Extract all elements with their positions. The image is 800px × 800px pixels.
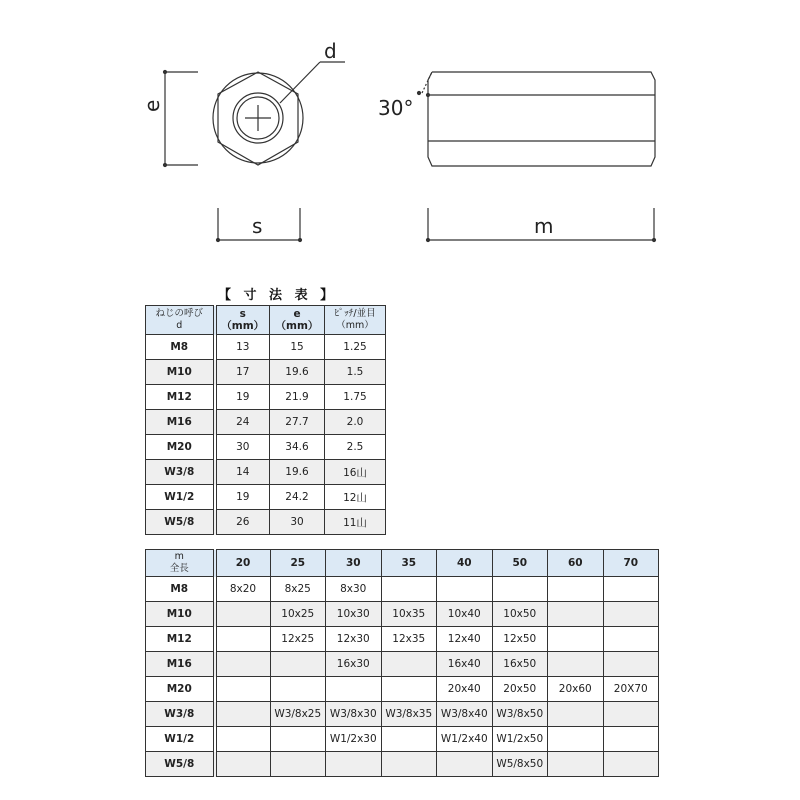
table-row <box>146 360 386 385</box>
header-length: 35 <box>381 550 437 577</box>
cell-size-code <box>381 752 437 777</box>
cell-size-code: 20x60 <box>548 677 604 702</box>
cell-size-code: 10x25 <box>270 602 326 627</box>
cell-size-code: 20x40 <box>437 677 493 702</box>
cell-size-code: 12x30 <box>326 627 382 652</box>
header-length: 50 <box>492 550 548 577</box>
cell-size-code <box>492 577 548 602</box>
cell-size-code: 8x20 <box>215 577 271 602</box>
cell-pitch: 2.5 <box>325 435 386 460</box>
header-length: 40 <box>437 550 493 577</box>
cell-size-code: W3/8x30 <box>326 702 382 727</box>
table-row <box>146 485 386 510</box>
cell-size-code <box>381 652 437 677</box>
header-thread-size: ねじの呼び d <box>146 306 215 335</box>
length-table-header <box>146 550 659 577</box>
table-row <box>146 752 659 777</box>
cell-s: 19 <box>215 385 270 410</box>
header-pitch: ﾋﾟｯﾁ/並目 （mm） <box>325 306 386 335</box>
cell-thread-size: W3/8 <box>146 460 215 485</box>
table-row <box>146 460 386 485</box>
cell-thread-size: W1/2 <box>146 727 215 752</box>
cell-size-code <box>381 727 437 752</box>
cell-s: 24 <box>215 410 270 435</box>
cell-pitch: 1.25 <box>325 335 386 360</box>
cell-size-code <box>548 602 604 627</box>
cell-size-code <box>381 577 437 602</box>
dimension-table-title: 【 寸 法 表 】 <box>218 288 338 303</box>
length-table <box>145 549 659 777</box>
cell-e: 15 <box>270 335 325 360</box>
label-m: m <box>534 214 554 238</box>
cell-pitch: 11山 <box>325 510 386 535</box>
cell-thread-size: M8 <box>146 335 215 360</box>
cell-size-code <box>548 652 604 677</box>
dimension-table <box>145 305 386 535</box>
cell-size-code: W3/8x35 <box>381 702 437 727</box>
cell-size-code: 10x30 <box>326 602 382 627</box>
table-row <box>146 652 659 677</box>
cell-size-code: 12x25 <box>270 627 326 652</box>
cell-s: 13 <box>215 335 270 360</box>
cell-thread-size: W5/8 <box>146 510 215 535</box>
cell-size-code <box>215 652 271 677</box>
cell-size-code: 8x25 <box>270 577 326 602</box>
cell-size-code <box>215 752 271 777</box>
cell-size-code: 12x50 <box>492 627 548 652</box>
cell-size-code <box>603 627 659 652</box>
cell-size-code: W3/8x50 <box>492 702 548 727</box>
cell-size-code: 16x40 <box>437 652 493 677</box>
cell-size-code <box>326 752 382 777</box>
cell-s: 19 <box>215 485 270 510</box>
cell-e: 34.6 <box>270 435 325 460</box>
cell-s: 30 <box>215 435 270 460</box>
cell-size-code <box>215 627 271 652</box>
cell-e: 27.7 <box>270 410 325 435</box>
cell-size-code: W1/2x40 <box>437 727 493 752</box>
cell-thread-size: M12 <box>146 627 215 652</box>
table-row <box>146 702 659 727</box>
cell-size-code <box>270 752 326 777</box>
header-length-corner: m 全長 <box>146 550 215 577</box>
cell-size-code <box>548 627 604 652</box>
cell-e: 19.6 <box>270 460 325 485</box>
cell-size-code: W5/8x50 <box>492 752 548 777</box>
header-length: 70 <box>603 550 659 577</box>
cell-size-code: W1/2x50 <box>492 727 548 752</box>
table-row <box>146 627 659 652</box>
cell-size-code <box>603 577 659 602</box>
cell-size-code <box>603 602 659 627</box>
cell-e: 24.2 <box>270 485 325 510</box>
cell-thread-size: M12 <box>146 385 215 410</box>
cell-pitch: 16山 <box>325 460 386 485</box>
hex-coupling-nut-drawing <box>0 0 800 270</box>
cell-thread-size: W5/8 <box>146 752 215 777</box>
cell-size-code <box>603 752 659 777</box>
cell-size-code <box>215 677 271 702</box>
cell-size-code: 16x30 <box>326 652 382 677</box>
cell-size-code: 16x50 <box>492 652 548 677</box>
table-row <box>146 602 659 627</box>
cell-size-code: 20x50 <box>492 677 548 702</box>
cell-thread-size: W1/2 <box>146 485 215 510</box>
cell-size-code <box>548 752 604 777</box>
label-angle: 30° <box>378 96 414 120</box>
cell-size-code: 12x35 <box>381 627 437 652</box>
header-length: 30 <box>326 550 382 577</box>
cell-size-code <box>548 702 604 727</box>
cell-pitch: 2.0 <box>325 410 386 435</box>
cell-pitch: 1.5 <box>325 360 386 385</box>
table-row <box>146 727 659 752</box>
table-row <box>146 335 386 360</box>
table-row <box>146 677 659 702</box>
cell-size-code <box>270 677 326 702</box>
cell-thread-size: M16 <box>146 410 215 435</box>
cell-size-code: 8x30 <box>326 577 382 602</box>
label-s: s <box>252 214 263 238</box>
cell-s: 14 <box>215 460 270 485</box>
header-e: e （mm） <box>270 306 325 335</box>
cell-size-code <box>270 652 326 677</box>
cell-size-code <box>603 727 659 752</box>
cell-size-code <box>437 752 493 777</box>
cell-e: 19.6 <box>270 360 325 385</box>
cell-thread-size: M16 <box>146 652 215 677</box>
cell-size-code <box>437 577 493 602</box>
label-d: d <box>324 39 337 63</box>
cell-thread-size: M10 <box>146 360 215 385</box>
cell-size-code <box>381 677 437 702</box>
cell-size-code: 12x40 <box>437 627 493 652</box>
cell-thread-size: M20 <box>146 435 215 460</box>
cell-size-code: 20X70 <box>603 677 659 702</box>
cell-size-code: W1/2x30 <box>326 727 382 752</box>
header-length: 20 <box>215 550 271 577</box>
cell-size-code: 10x35 <box>381 602 437 627</box>
table-row <box>146 435 386 460</box>
cell-size-code: 10x50 <box>492 602 548 627</box>
cell-size-code <box>270 727 326 752</box>
table-row <box>146 510 386 535</box>
dimension-table-header <box>146 306 386 335</box>
cell-size-code <box>548 577 604 602</box>
cell-e: 30 <box>270 510 325 535</box>
table-row <box>146 410 386 435</box>
table-row <box>146 385 386 410</box>
cell-size-code <box>603 702 659 727</box>
label-e: e <box>140 99 164 112</box>
cell-s: 26 <box>215 510 270 535</box>
cell-thread-size: W3/8 <box>146 702 215 727</box>
table-row <box>146 577 659 602</box>
cell-thread-size: M8 <box>146 577 215 602</box>
header-length: 60 <box>548 550 604 577</box>
cell-size-code <box>548 727 604 752</box>
cell-size-code <box>215 702 271 727</box>
cell-s: 17 <box>215 360 270 385</box>
cell-size-code <box>603 652 659 677</box>
header-length: 25 <box>270 550 326 577</box>
cell-pitch: 12山 <box>325 485 386 510</box>
cell-size-code <box>215 602 271 627</box>
cell-e: 21.9 <box>270 385 325 410</box>
cell-size-code: 10x40 <box>437 602 493 627</box>
cell-size-code <box>326 677 382 702</box>
cell-size-code <box>215 727 271 752</box>
cell-size-code: W3/8x25 <box>270 702 326 727</box>
cell-thread-size: M20 <box>146 677 215 702</box>
header-s: s （mm） <box>215 306 270 335</box>
cell-pitch: 1.75 <box>325 385 386 410</box>
cell-size-code: W3/8x40 <box>437 702 493 727</box>
cell-thread-size: M10 <box>146 602 215 627</box>
